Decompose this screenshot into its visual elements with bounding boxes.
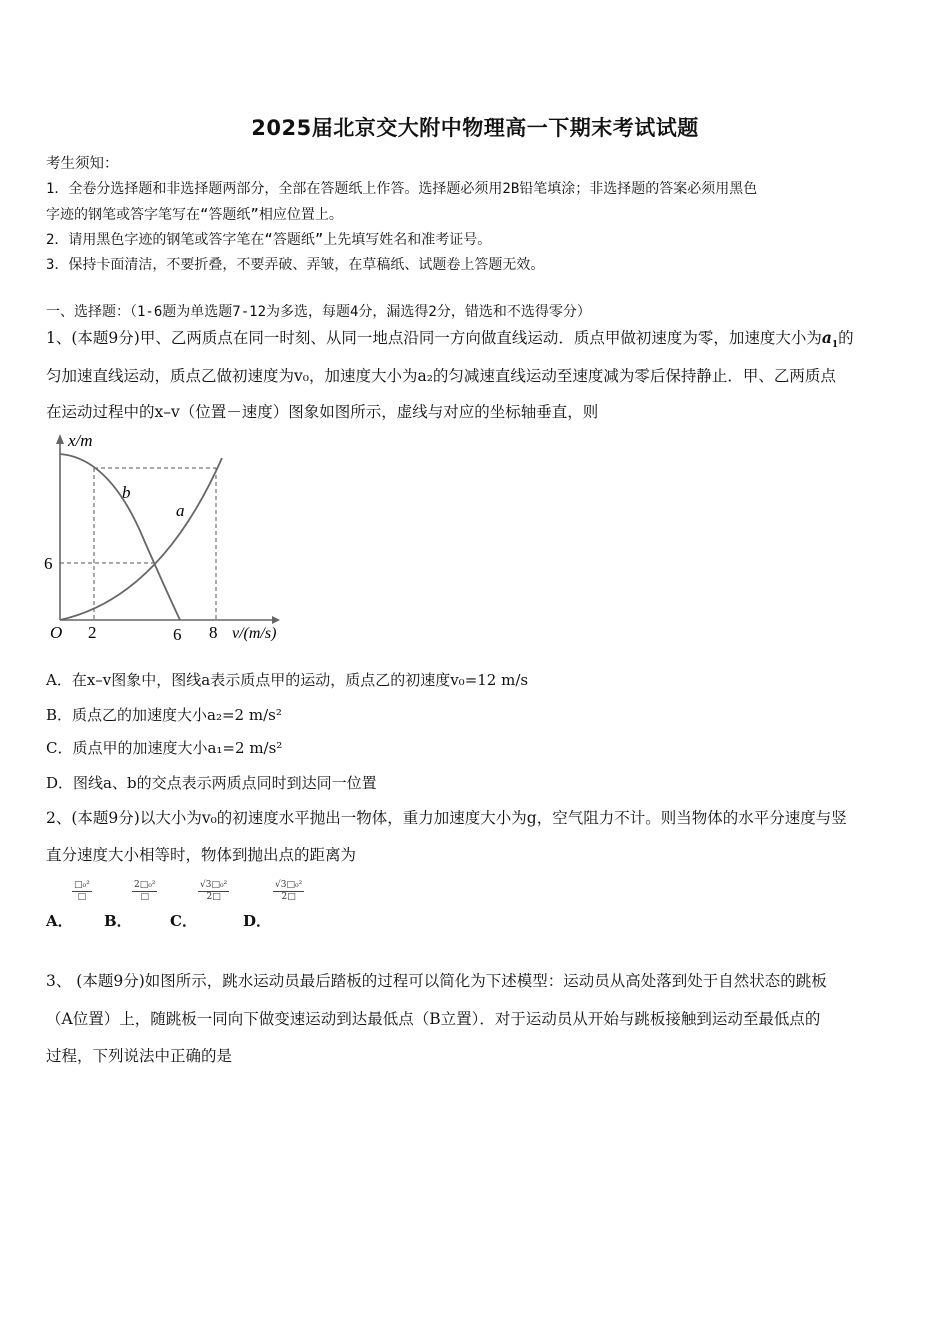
y-axis-label: x/m xyxy=(68,431,93,450)
tick-x-6: 6 xyxy=(173,625,182,644)
q1-line1-text: 1、(本题9分)甲、乙两质点在同一时刻、从同一地点沿同一方向做直线运动．质点甲做初速度为零，加速度大小为 xyxy=(46,329,822,347)
y-axis-arrow xyxy=(56,434,64,444)
q2-options xyxy=(46,876,446,936)
q1-line1 xyxy=(46,326,854,350)
q3-line2: （A位置）上，随跳板一同向下做变速运动到达最低点（B立置）．对于运动员从开始与跳板接触到运动至最低点的 xyxy=(46,1010,821,1028)
q2-option-d-num: √3□₀² xyxy=(275,880,303,890)
q3-line1: 3、 (本题9分)如图所示，跳水运动员最后踏板的过程可以简化为下述模型：运动员从高处落到处于自然状态的跳板 xyxy=(46,972,827,990)
q2-option-b-den: □ xyxy=(140,892,149,902)
q1-line3: 在运动过程中的x–v（位置－速度）图象如图所示，虚线与对应的坐标轴垂直，则 xyxy=(46,403,599,421)
origin-label: O xyxy=(50,623,63,642)
q2-option-c-label: C． xyxy=(170,912,197,930)
q2-line1: 2、(本题9分)以大小为v₀的初速度水平抛出一物体，重力加速度大小为g，空气阻力不计。则当物体的水平分速度与竖 xyxy=(46,809,847,827)
q2-option-b-label: B． xyxy=(104,912,132,930)
q2-option-b-fraction xyxy=(132,880,157,903)
curve-b-label: b xyxy=(122,483,131,502)
curve-a xyxy=(60,458,222,620)
notice-item-1-cont: 字迹的钢笔或答字笔写在“答题纸”相应位置上。 xyxy=(46,207,343,223)
q2-line2: 直分速度大小相等时，物体到抛出点的距离为 xyxy=(46,846,357,864)
x-axis-arrow xyxy=(272,616,280,624)
q2-option-d-den: 2□ xyxy=(281,892,296,902)
notice-heading: 考生须知： xyxy=(46,156,119,172)
q2-option-d-fraction xyxy=(273,880,304,903)
q2-option-d-label: D． xyxy=(243,912,272,930)
tick-x-8: 8 xyxy=(209,623,218,642)
q1-line2: 匀加速直线运动，质点乙做初速度为v₀，加速度大小为a₂的匀减速直线运动至速度减为零后保持静止．甲、乙两质点 xyxy=(46,367,836,385)
tick-x-2: 2 xyxy=(88,623,97,642)
page-title: 2025届北京交大附中物理高一下期末考试试题 xyxy=(251,116,699,140)
x-axis-label: v/(m/s) xyxy=(232,625,277,642)
q2-option-c-fraction xyxy=(198,880,229,903)
notice-item-1: 1．全卷分选择题和非选择题两部分，全部在答题纸上作答。选择题必须用2B铅笔填涂；非选择题的答案必须用黑色 xyxy=(46,181,758,197)
q2-option-c-den: 2□ xyxy=(206,892,221,902)
q2-option-a-den: □ xyxy=(77,892,87,902)
q1-line1-sub: 1 xyxy=(831,340,839,351)
curve-a-label: a xyxy=(176,501,185,520)
q1-option-d: D．图线a、b的交点表示两质点同时到达同一位置 xyxy=(46,774,377,792)
q1-line1-end: 的 xyxy=(838,329,854,347)
q2-option-a-num: □₀² xyxy=(74,880,90,890)
q1-option-b: B．质点乙的加速度大小a₂=2 m/s² xyxy=(46,706,282,724)
q2-option-c-num: √3□₀² xyxy=(200,880,228,890)
q3-line3: 过程，下列说法中正确的是 xyxy=(46,1047,233,1065)
q2-option-b-num: 2□₀² xyxy=(134,880,156,890)
q1-option-c: C．质点甲的加速度大小a₁=2 m/s² xyxy=(46,739,283,757)
curve-b xyxy=(60,454,180,620)
section-heading: 一、选择题：（1-6题为单选题7-12为多选，每题4分，漏选得2分，错选和不选得零分） xyxy=(46,304,591,320)
q2-option-a-label: A． xyxy=(46,912,73,930)
q1-option-a: A．在x–v图象中，图线a表示质点甲的运动，质点乙的初速度v₀=12 m/s xyxy=(46,671,529,689)
q1-line1-var: a xyxy=(821,328,832,347)
q2-option-a-fraction xyxy=(72,880,92,903)
xv-graph xyxy=(40,428,300,648)
notice-item-2: 2．请用黑色字迹的钢笔或答字笔在“答题纸”上先填写姓名和准考证号。 xyxy=(46,232,492,248)
notice-item-3: 3．保持卡面清洁，不要折叠，不要弄破、弄皱，在草稿纸、试题卷上答题无效。 xyxy=(46,257,545,273)
tick-y-6: 6 xyxy=(44,554,53,573)
